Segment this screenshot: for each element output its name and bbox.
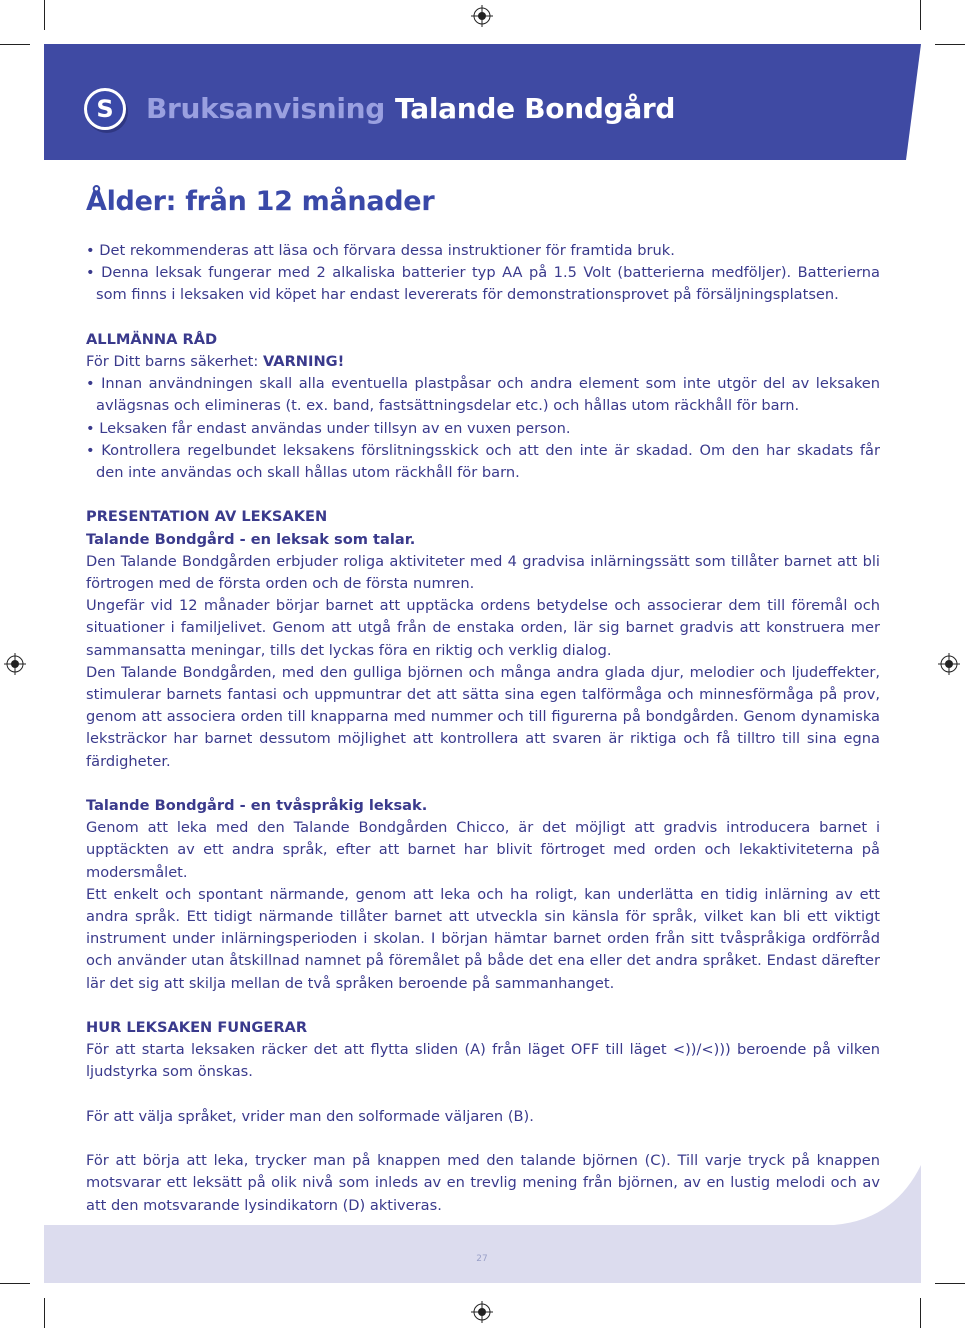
language-badge: S [84,88,126,130]
page-number: 27 [476,1254,488,1264]
crop-mark [44,0,45,30]
safety-prefix: För Ditt barns säkerhet: [86,353,263,370]
page-title [146,92,675,125]
subheading-bilingual: Talande Bondgård - en tvåspråkig leksak. [86,797,428,815]
paragraph: Den Talande Bondgården, med den gulliga björnen och många andra glada djur, melodier och ljudeffekter, stimulerar barnets fantasi och uppmuntrar det att sätta sina egen talförmåga och minnesförmåga på prov, genom att associera orden till knapparna med nummer och till figurerna på bondgården. Genom dynamiska leksträckor har barnet dessutom möjlighet att kontrollera att svaren är riktiga och få tilltro till sina egna färdigheter. [86,663,880,770]
subheading-talking: Talande Bondgård - en leksak som talar. [86,530,416,548]
registration-mark-icon [471,1301,493,1323]
footer-band [44,1165,921,1283]
crop-mark [935,1283,965,1284]
general-bullet: • Kontrollera regelbundet leksakens förslitningsskick och att den inte är skadad. Om den har skadats får den inte användas och skall hållas utom räckhåll för barn. [86,441,880,482]
intro-bullet: • Det rekommenderas att läsa och förvara dessa instruktioner för framtida bruk. [86,242,675,259]
paragraph: Ett enkelt och spontant närmande, genom att leka och ha roligt, kan underlätta en tidig inlärning av ett andra språk. Ett tidigt närmande tillåter barnet att utveckla sin känsla för språk, vilket kan bli ett viktigt instrument under inlärningsperioden i skolan. I början hämtar barnet orden från sitt tvåspråkiga ordförråd och använder utan åtskillnad namnet på föremålet på både det ena eller det andra språket. Endast därefter lär det sig att skilja mellan de två språken beroende på sammanhanget. [86,885,880,992]
crop-mark [44,1298,45,1328]
section-heading-how: HUR LEKSAKEN FUNGERAR [86,1019,308,1037]
crop-mark [0,44,30,45]
general-bullet: • Innan användningen skall alla eventuella plastpåsar och andra element som inte utgör del av leksaken avlägsnas och elimineras (t. ex. band, fastsättningsdelar etc.) och hållas utom räckhåll för barn. [86,375,880,415]
document-body [86,240,880,1217]
paragraph: För att starta leksaken räcker det att flytta sliden (A) från läget OFF till läget <))/<))) beroende på vilken ljudstyrka som önskas. [86,1041,880,1081]
paragraph: Genom att leka med den Talande Bondgården Chicco, är det möjligt att gradvis introducera barnet i upptäckten av ett andra språk, efter att barnet har blivit förtroget med orden och lekaktiviteterna på modersmålet. [86,819,880,881]
safety-line [86,351,880,373]
age-heading: Ålder: från 12 månader [86,186,435,217]
crop-mark [920,0,921,30]
paragraph: För att börja att leka, trycker man på knappen med den talande björnen (C). Till varje tryck på knappen motsvarar ett leksätt på olik nivå som inleds av en trevlig mening från björnen, av en lustig melodi och av att den motsvarande lysindikatorn (D) aktiveras. [86,1152,880,1214]
paragraph: För att välja språket, vrider man den solformade väljaren (B). [86,1107,534,1125]
section-heading-presentation: PRESENTATION AV LEKSAKEN [86,508,328,526]
intro-bullet: • Denna leksak fungerar med 2 alkaliska batterier typ AA på 1.5 Volt (batterierna medföljer). Batterierna som finns i leksaken vid köpet har endast levererats för demonstrationsprovet på försäljningsplatsen. [86,264,880,304]
general-bullet: • Leksaken får endast användas under tillsyn av en vuxen person. [86,419,571,437]
section-heading-general: ALLMÄNNA RÅD [86,330,218,348]
paragraph: Ungefär vid 12 månader börjar barnet att upptäcka ordens betydelse och associerar dem till föremål och situationer i familjelivet. Genom att utgå från de enstaka orden, lär sig barnet gradvis att konstruera mer sammansatta meningar, tills det lyckas föra en riktig och verklig dialog. [86,597,880,659]
registration-mark-icon [938,653,960,675]
registration-mark-icon [4,653,26,675]
registration-mark-icon [471,5,493,27]
crop-mark [920,1298,921,1328]
crop-mark [0,1283,30,1284]
title-part-1: Bruksanvisning [146,92,386,125]
paragraph: Den Talande Bondgården erbjuder roliga aktiviteter med 4 gradvisa inlärningssätt som tillåter barnet att bli förtrogen med de första orden och de första numren. [86,552,880,593]
crop-mark [935,44,965,45]
warning-label: VARNING! [262,353,345,370]
title-part-2: Talande Bondgård [395,92,676,125]
